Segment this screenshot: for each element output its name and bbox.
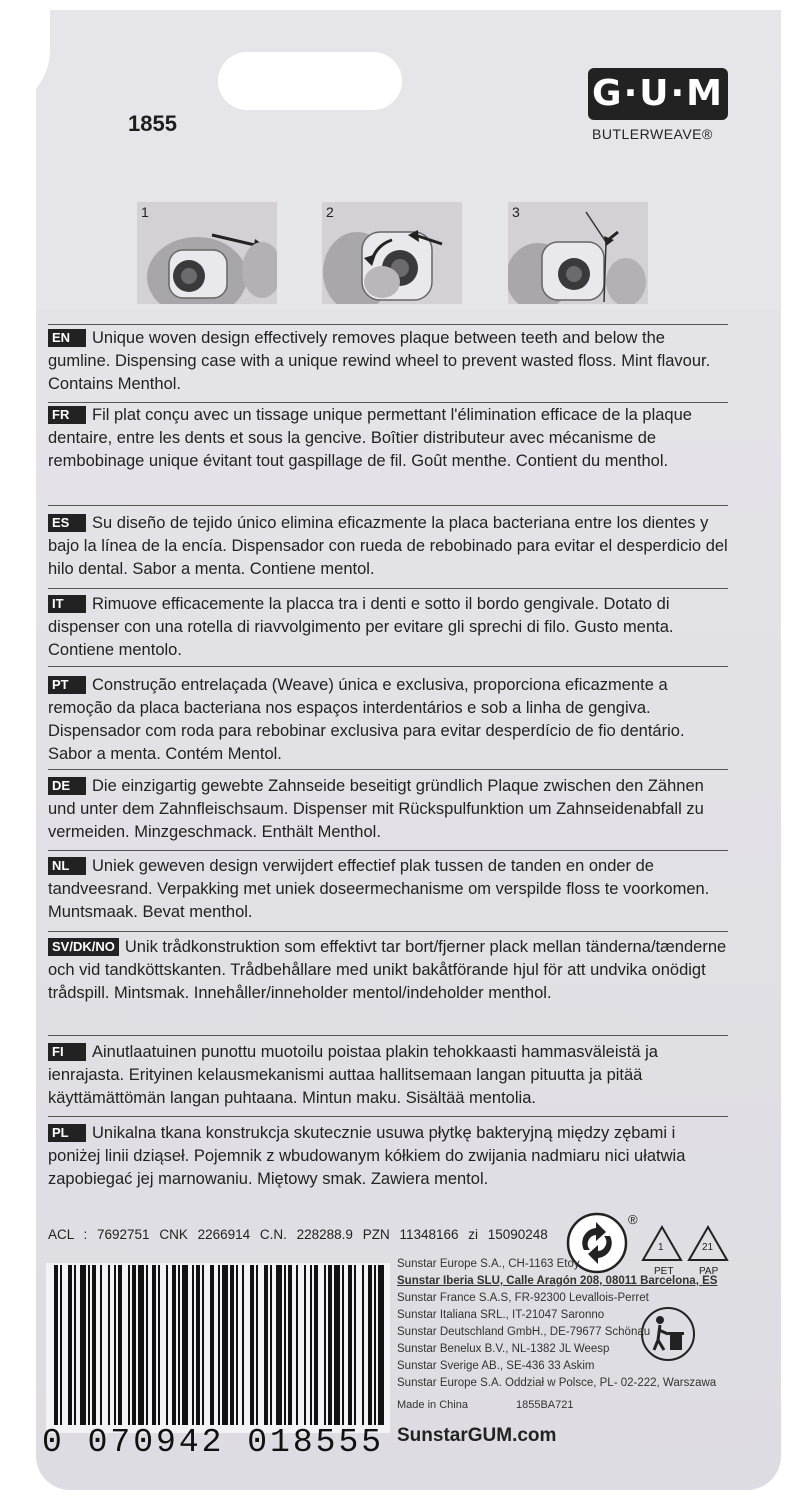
section-sv-dk-no: [48, 936, 728, 1005]
barcode-bar: [310, 1265, 312, 1425]
barcode-digits: 0 070942 018555: [42, 1424, 385, 1461]
section-fi: [48, 1041, 728, 1110]
barcode-bar: [54, 1265, 58, 1425]
section-fr: [48, 404, 728, 473]
language-tag: FR: [48, 406, 86, 424]
divider: [48, 769, 728, 770]
barcode-bar: [222, 1265, 228, 1425]
company-line: Sunstar Europe S.A., CH-1163 Etoy: [397, 1258, 580, 1270]
language-tag: IT: [48, 595, 86, 613]
barcode-bar: [362, 1265, 364, 1425]
print-code: 1855BA721: [516, 1399, 574, 1411]
barcode-bar: [88, 1265, 90, 1425]
barcode-bar: [80, 1265, 86, 1425]
barcode-bar: [334, 1265, 340, 1425]
pap-label: PAP: [699, 1266, 719, 1277]
barcode-bar: [100, 1265, 102, 1425]
barcode-bar: [182, 1265, 188, 1425]
barcode-bar: [284, 1265, 286, 1425]
section-text: Unik trådkonstruktion som effektivt tar bort/fjerner plack mellan tänderna/tænderne och vid tandköttskanten. Trådbehållare med unikt bakåtförande hjul för att undvika onödigt trådspill. Mintsmak. Innehåller/inneholder mentol/indeholder menthol.: [48, 938, 727, 1002]
language-tag: FI: [48, 1043, 86, 1061]
company-line: Sunstar Europe S.A. Oddział w Polsce, PL- 02-222, Warszawa: [397, 1377, 717, 1389]
barcode: [46, 1263, 390, 1433]
barcode-bar: [146, 1265, 148, 1425]
section-text: Rimuove efficacemente la placca tra i denti e sotto il bordo gengivale. Dotato di dispenser con una rotella di riavvolgimento per evitare gli sprechi di filo. Gusto menta. Contiene mentolo.: [48, 595, 674, 659]
barcode-bar: [230, 1265, 234, 1425]
section-text: Die einzigartig gewebte Zahnseide beseitigt gründlich Plaque zwischen den Zähnen und unter dem Zahnfleischsaum. Dispenser mit Rückspulfunktion um Zahnseidenabfall zu vermeiden. Minzgeschmack. Enthält Menthol.: [48, 777, 704, 841]
barcode-bar: [276, 1265, 282, 1425]
step-number: 1: [141, 204, 149, 220]
language-tag: SV/DK/NO: [48, 938, 119, 956]
language-tag: DE: [48, 777, 86, 795]
pet-number: 1: [658, 1242, 664, 1253]
divider: [48, 850, 728, 851]
company-line: Sunstar Italiana SRL., IT-21047 Saronno: [397, 1309, 605, 1321]
hang-hole: [218, 52, 402, 110]
divider: [48, 931, 728, 932]
step-number: 3: [512, 204, 520, 220]
company-line: Sunstar Benelux B.V., NL-1382 JL Weesp: [397, 1343, 610, 1355]
barcode-bar: [92, 1265, 96, 1425]
step-photo-2: [322, 202, 462, 304]
language-tag: ES: [48, 514, 86, 532]
section-text: Unikalna tkana konstrukcja skutecznie usuwa płytkę bakteryjną między zębami i poniżej linii dziąseł. Pojemnik z wbudowanym kółkiem do zwijania nadmiaru nici ułatwia zapobiegać jej marnowaniu. Miętowy smak. Zawiera mentol.: [48, 1124, 686, 1188]
barcode-bar: [296, 1265, 298, 1425]
section-text: Fil plat conçu avec un tissage unique permettant l'élimination efficace de la plaque dentaire, entre les dents et sous la gencive. Boîtier distributeur avec mécanisme de rembobinage unique évitant tout gaspillage de fil. Goût menthe. Contient du menthol.: [48, 406, 692, 470]
barcode-bar: [152, 1265, 156, 1425]
divider: [48, 1116, 728, 1117]
website: SunstarGUM.com: [397, 1425, 557, 1446]
section-text: Construção entrelaçada (Weave) única e exclusiva, proporciona eficazmente a remoção da placa bacteriana nos espaços interdentários e sob a linha de gengiva. Dispensador com roda para rebobinar exclusiva para evitar desperdício de fio dentário. Sabor a menta. Contém Mentol.: [48, 676, 685, 763]
barcode-bar: [378, 1265, 384, 1425]
barcode-bar: [68, 1265, 72, 1425]
section-pt: [48, 674, 728, 766]
barcode-bar: [202, 1265, 204, 1425]
barcode-bar: [288, 1265, 292, 1425]
registered-mark: ®: [628, 1212, 638, 1227]
section-pl: [48, 1122, 728, 1191]
barcode-bar: [314, 1265, 318, 1425]
barcode-bar: [210, 1265, 214, 1425]
divider: [48, 324, 728, 325]
section-text: Ainutlaatuinen punottu muotoilu poistaa plakin tehokkaasti hammasväleistä ja ienrajasta. Erityinen kelausmekanismi auttaa hallitsemaan langan pituutta ja pitää käyttämättömän langan puhtaana. Mintun maku. Sisältää mentolia.: [48, 1043, 658, 1107]
barcode-bar: [374, 1265, 376, 1425]
barcode-bar: [250, 1265, 254, 1425]
barcode-bar: [192, 1265, 194, 1425]
barcode-bar: [108, 1265, 110, 1425]
company-line: Sunstar Iberia SLU, Calle Aragón 208, 08011 Barcelona, ES: [397, 1275, 718, 1287]
section-it: [48, 593, 728, 662]
barcode-bar: [218, 1265, 220, 1425]
pap-number: 21: [702, 1242, 714, 1253]
language-tag: NL: [48, 857, 86, 875]
step-photo-3: [508, 202, 648, 304]
divider: [48, 1035, 728, 1036]
barcode-bar: [166, 1265, 168, 1425]
barcode-bar: [114, 1265, 116, 1425]
brand-subtitle: BUTLERWEAVE®: [592, 126, 713, 142]
registration-codes: ACL : 7692751 CNK 2266914 C.N. 228288.9 PZN 11348166 zi 15090248: [48, 1227, 548, 1242]
barcode-bar: [304, 1265, 306, 1425]
barcode-bar: [158, 1265, 160, 1425]
made-in: Made in China: [397, 1399, 468, 1411]
barcode-bar: [236, 1265, 238, 1425]
barcode-bar: [118, 1265, 122, 1425]
barcode-bar: [348, 1265, 352, 1425]
barcode-bar: [264, 1265, 268, 1425]
company-line: Sunstar Sverige AB., SE-436 33 Askim: [397, 1360, 595, 1372]
barcode-bar: [324, 1265, 326, 1425]
barcode-bar: [368, 1265, 372, 1425]
section-text: Unique woven design effectively removes plaque between teeth and below the gumline. Dispensing case with a unique rewind wheel to prevent wasted floss. Mint flavour. Contains Menthol.: [48, 329, 711, 393]
barcode-bar: [270, 1265, 272, 1425]
section-de: [48, 775, 728, 844]
section-en: [48, 327, 728, 396]
barcode-bar: [256, 1265, 258, 1425]
language-tag: PT: [48, 676, 86, 694]
barcode-bar: [128, 1265, 130, 1425]
barcode-bar: [178, 1265, 180, 1425]
barcode-bar: [60, 1265, 62, 1425]
company-list: [397, 1256, 717, 1392]
divider: [48, 402, 728, 403]
section-text: Su diseño de tejido único elimina eficazmente la placa bacteriana entre los dientes y bajo la línea de la encía. Dispensador con rueda de rebobinado para evitar el desperdicio del hilo dental. Sabor a menta. Contiene mentol.: [48, 514, 728, 578]
section-nl: [48, 855, 728, 924]
divider: [48, 666, 728, 667]
barcode-bar: [132, 1265, 136, 1425]
language-tag: EN: [48, 329, 86, 347]
barcode-bar: [196, 1265, 200, 1425]
section-text: Uniek geweven design verwijdert effectief plak tussen de tanden en onder de tandveesrand. Verpakking met uniek doseermechanisme om verspilde floss te voorkomen. Muntsmaak. Bevat menthol.: [48, 857, 710, 921]
company-line: Sunstar France S.A.S, FR-92300 Levallois-Perret: [397, 1292, 649, 1304]
barcode-bar: [74, 1265, 76, 1425]
barcode-bar: [328, 1265, 332, 1425]
gum-logo: G·U·M: [588, 68, 728, 120]
step-number: 2: [326, 204, 334, 220]
barcode-bar: [354, 1265, 356, 1425]
section-es: [48, 512, 728, 581]
barcode-bar: [138, 1265, 144, 1425]
product-code: 1855: [128, 111, 177, 136]
divider: [48, 588, 728, 589]
step-photo-1: [137, 202, 277, 304]
divider: [48, 505, 728, 506]
barcode-bar: [172, 1265, 176, 1425]
pet-label: PET: [654, 1266, 674, 1277]
barcode-bar: [342, 1265, 344, 1425]
company-line: Sunstar Deutschland GmbH., DE-79677 Schönau: [397, 1326, 651, 1338]
barcode-bar: [242, 1265, 244, 1425]
language-tag: PL: [48, 1124, 86, 1142]
